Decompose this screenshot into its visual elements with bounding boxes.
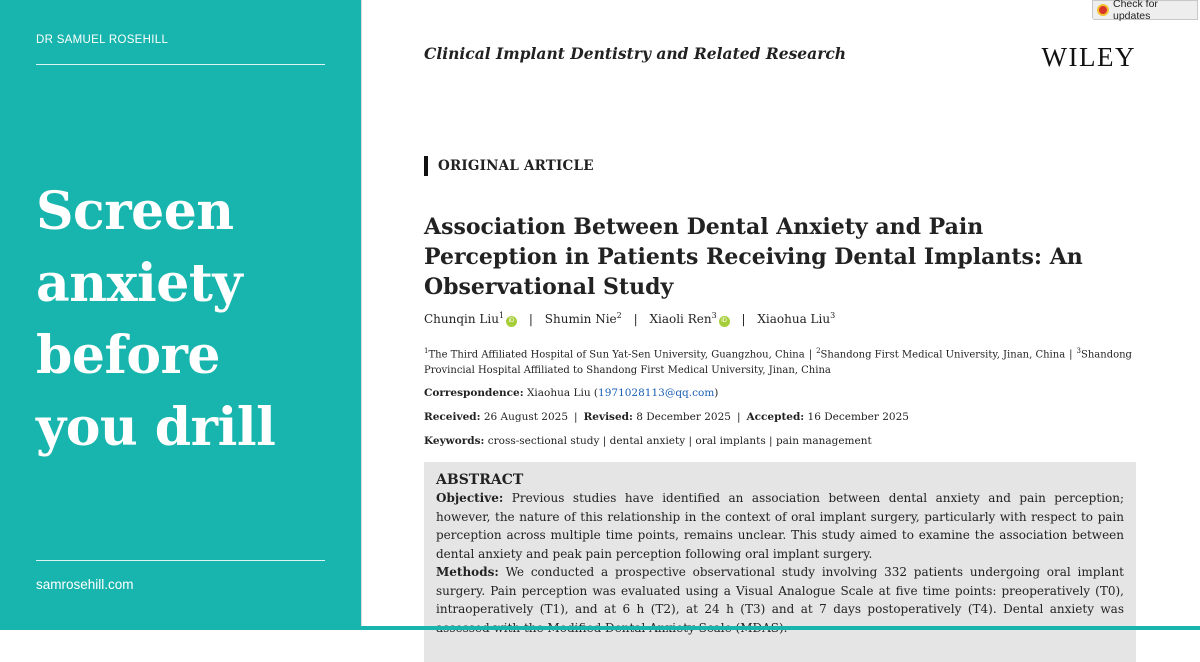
check-updates-button[interactable] [1092,0,1198,20]
abstract-heading: ABSTRACT [436,472,524,488]
check-updates-label: Check for updates [1113,0,1158,22]
paper-preview [362,0,1200,626]
website-link[interactable]: samrosehill.com [36,577,134,592]
crossmark-icon [1097,4,1109,16]
author-link[interactable]: Xiaohua Liu$^3$ [757,311,836,326]
author-separator: | [633,312,638,326]
email-link[interactable]: 1971028113@qq.com [598,387,715,399]
author-link[interactable]: Xiaoli Ren$^3$ [649,311,717,326]
correspondence: Correspondence: Xiaohua Liu (1971028113@qq.com) [424,387,719,399]
bottom-divider [36,560,325,561]
author-link[interactable]: Shumin Nie$^2$ [544,311,622,326]
promo-panel [0,0,361,626]
headline [36,176,275,464]
article-title: Association Between Dental Anxiety and Pain Perception in Patients Receiving Dental Implants: An Observational Study [424,214,1083,300]
headline-line: you drill [36,397,276,458]
journal-title: Clinical Implant Dentistry and Related Research [424,44,847,63]
abstract-box [424,462,1136,662]
headline-line: anxiety [36,253,243,314]
abstract-methods: Methods: We conducted a prospective observational study involving 332 patients undergoing oral implant surgery. Pain perception was evaluated using a Visual Analogue Scale at five time points: preoperatively (T0), intraoperatively (T1), and at 6 h (T2), at 24 h (T3) and at 7 days postoperatively (T4). Dental anxiety was [436,565,1125,616]
keyword[interactable]: dental anxiety [609,435,686,447]
orcid-icon[interactable]: iD [506,316,517,327]
keywords: Keywords: cross-sectional study | dental anxiety | oral implants | pain management [424,435,872,447]
article-type: ORIGINAL ARTICLE [424,156,594,176]
author-separator: | [741,312,746,326]
keyword[interactable]: pain management [775,435,872,447]
author-link[interactable]: Chunqin Liu$^1$ [424,311,505,326]
author-separator: | [528,312,533,326]
publisher-logo: WILEY [1041,42,1136,72]
article-dates: Received: 26 August 2025 | Revised: 8 December 2025 | Accepted: 16 December 2025 [424,411,909,423]
top-divider [36,64,325,65]
headline-line: Screen [36,181,234,242]
keyword[interactable]: cross-sectional study [487,435,600,447]
author-list [424,311,835,327]
headline-line: before [36,325,220,386]
author-name: DR SAMUEL ROSEHILL [36,34,169,46]
orcid-icon[interactable]: iD [719,316,730,327]
keyword[interactable]: oral implants [695,435,766,447]
affiliations: $^1$The Third Affiliated Hospital of Sun Yat-Sen University, Guangzhou, China | $^2$Shandong First Medical University, Jinan, China | $^3$Shandong Provincial Hospital Affiliated to Shandong First Medical University, Jinan, China [424,347,1132,377]
bottom-accent-bar [0,626,1200,630]
abstract-objective: Objective: Previous studies have identified an association between dental anxiety and pain perception; however, the nature of this relationship in the context of oral implant surgery, particularly with respect to pain perception across multiple time points, remains unclear. This study aimed to examine the association between dental anxiety and peak pain perception following oral implant surgery. [436,491,1124,561]
